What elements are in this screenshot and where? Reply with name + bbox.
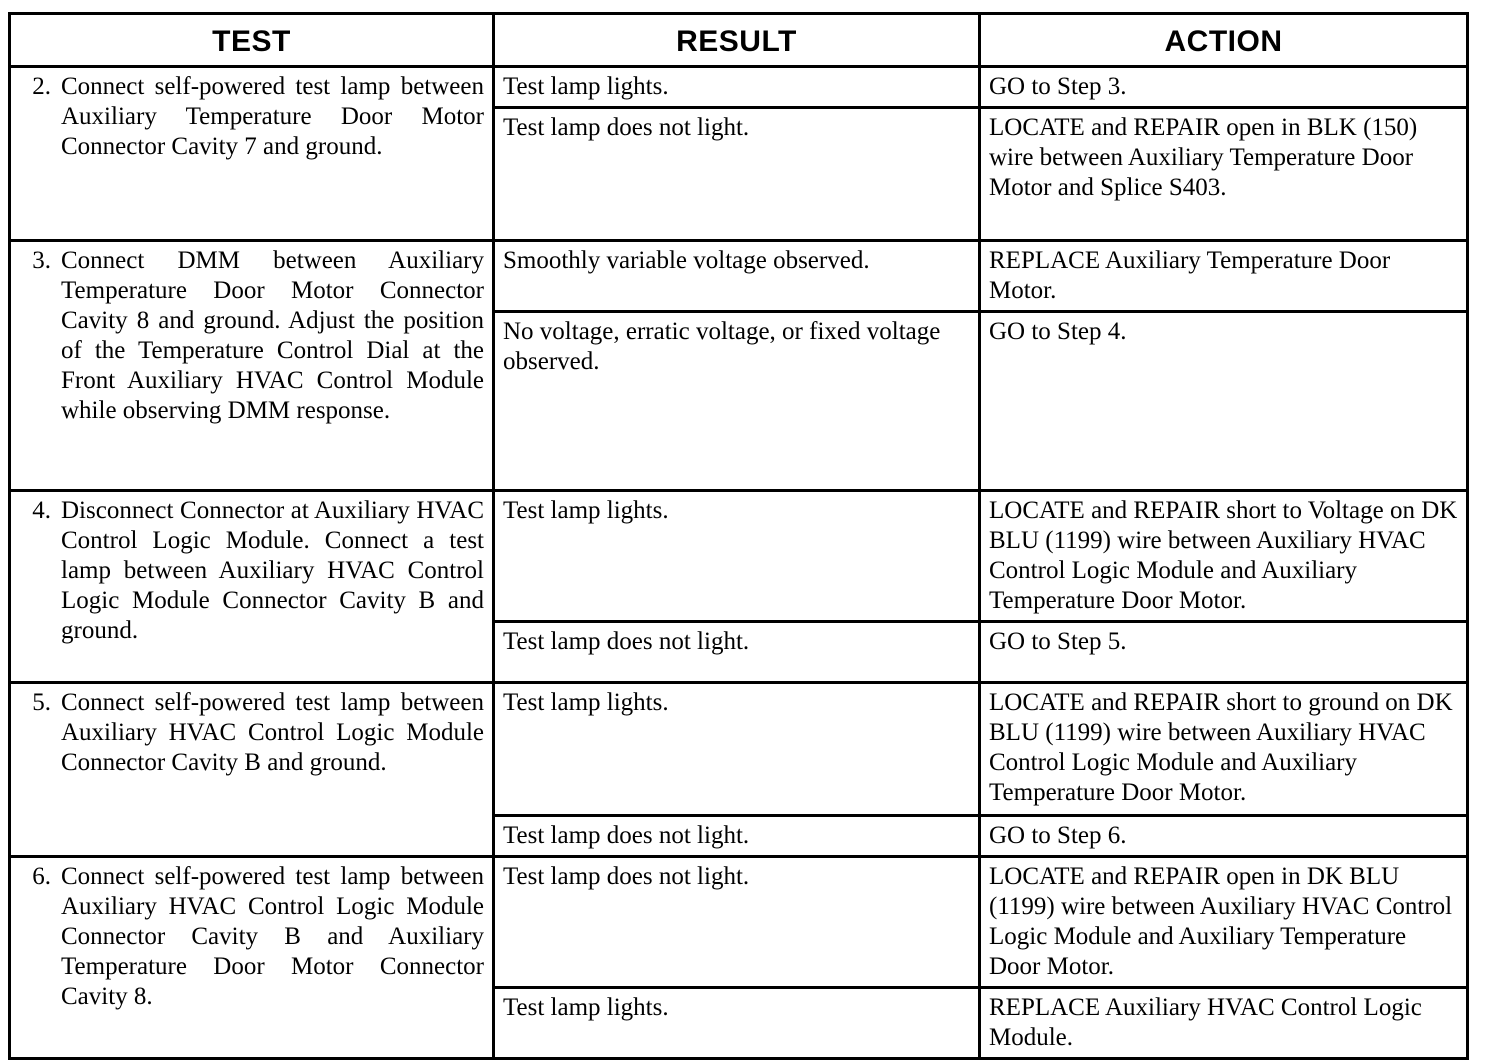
result-cell: Smoothly variable voltage observed.: [494, 241, 980, 312]
test-cell: [10, 241, 494, 491]
result-cell: Test lamp does not light.: [494, 816, 980, 857]
action-cell: REPLACE Auxiliary HVAC Control Logic Module.: [980, 988, 1468, 1059]
step-description: Disconnect Connector at Auxiliary HVAC Control Logic Module. Connect a test lamp between Auxiliary HVAC Control Logic Module Connector Cavity B and ground.: [61, 497, 484, 644]
header-row: [10, 14, 1468, 67]
header-test: TEST: [10, 14, 494, 67]
table-row: [10, 491, 1468, 622]
test-cell: [10, 857, 494, 1059]
step-description: Connect self-powered test lamp between Auxiliary Temperature Door Motor Connector Cavity 7 and ground.: [61, 73, 484, 160]
test-cell: [10, 67, 494, 241]
table-row: [10, 67, 1468, 108]
result-cell: Test lamp does not light.: [494, 108, 980, 241]
header-action: ACTION: [980, 14, 1468, 67]
result-cell: Test lamp does not light.: [494, 622, 980, 683]
step-number: 3.: [32, 247, 51, 274]
table-row: [10, 683, 1468, 816]
step-description: Connect DMM between Auxiliary Temperature Door Motor Connector Cavity 8 and ground. Adjust the position of the Temperature Control Dial at the Front Auxiliary HVAC Control Module while observing DMM response.: [61, 247, 484, 424]
diagnostic-table-container: [8, 12, 1466, 1060]
test-cell: [10, 683, 494, 857]
test-cell: [10, 491, 494, 683]
result-cell: No voltage, erratic voltage, or fixed voltage observed.: [494, 312, 980, 491]
action-cell: GO to Step 4.: [980, 312, 1468, 491]
step-number: 5.: [32, 689, 51, 716]
action-cell: GO to Step 3.: [980, 67, 1468, 108]
step-description: Connect self-powered test lamp between Auxiliary HVAC Control Logic Module Connector Cavity B and ground.: [61, 689, 484, 776]
action-cell: REPLACE Auxiliary Temperature Door Motor.: [980, 241, 1468, 312]
action-cell: LOCATE and REPAIR short to ground on DK BLU (1199) wire between Auxiliary HVAC Control Logic Module and Auxiliary Temperature Door Motor.: [980, 683, 1468, 816]
diagnostic-table: [8, 12, 1469, 1060]
result-cell: Test lamp lights.: [494, 491, 980, 622]
result-cell: Test lamp does not light.: [494, 857, 980, 988]
action-cell: GO to Step 5.: [980, 622, 1468, 683]
header-result: RESULT: [494, 14, 980, 67]
step-number: 4.: [32, 497, 51, 524]
result-cell: Test lamp lights.: [494, 988, 980, 1059]
table-row: [10, 857, 1468, 988]
step-description: Connect self-powered test lamp between Auxiliary HVAC Control Logic Module Connector Cavity B and Auxiliary Temperature Door Motor Connector Cavity 8.: [61, 863, 484, 1010]
step-number: 2.: [32, 73, 51, 100]
action-cell: LOCATE and REPAIR short to Voltage on DK BLU (1199) wire between Auxiliary HVAC Control Logic Module and Auxiliary Temperature Door Motor.: [980, 491, 1468, 622]
result-cell: Test lamp lights.: [494, 67, 980, 108]
result-cell: Test lamp lights.: [494, 683, 980, 816]
table-row: [10, 241, 1468, 312]
action-cell: GO to Step 6.: [980, 816, 1468, 857]
step-number: 6.: [32, 863, 51, 890]
action-cell: LOCATE and REPAIR open in DK BLU (1199) wire between Auxiliary HVAC Control Logic Module and Auxiliary Temperature Door Motor.: [980, 857, 1468, 988]
action-cell: LOCATE and REPAIR open in BLK (150) wire between Auxiliary Temperature Door Motor and Splice S403.: [980, 108, 1468, 241]
